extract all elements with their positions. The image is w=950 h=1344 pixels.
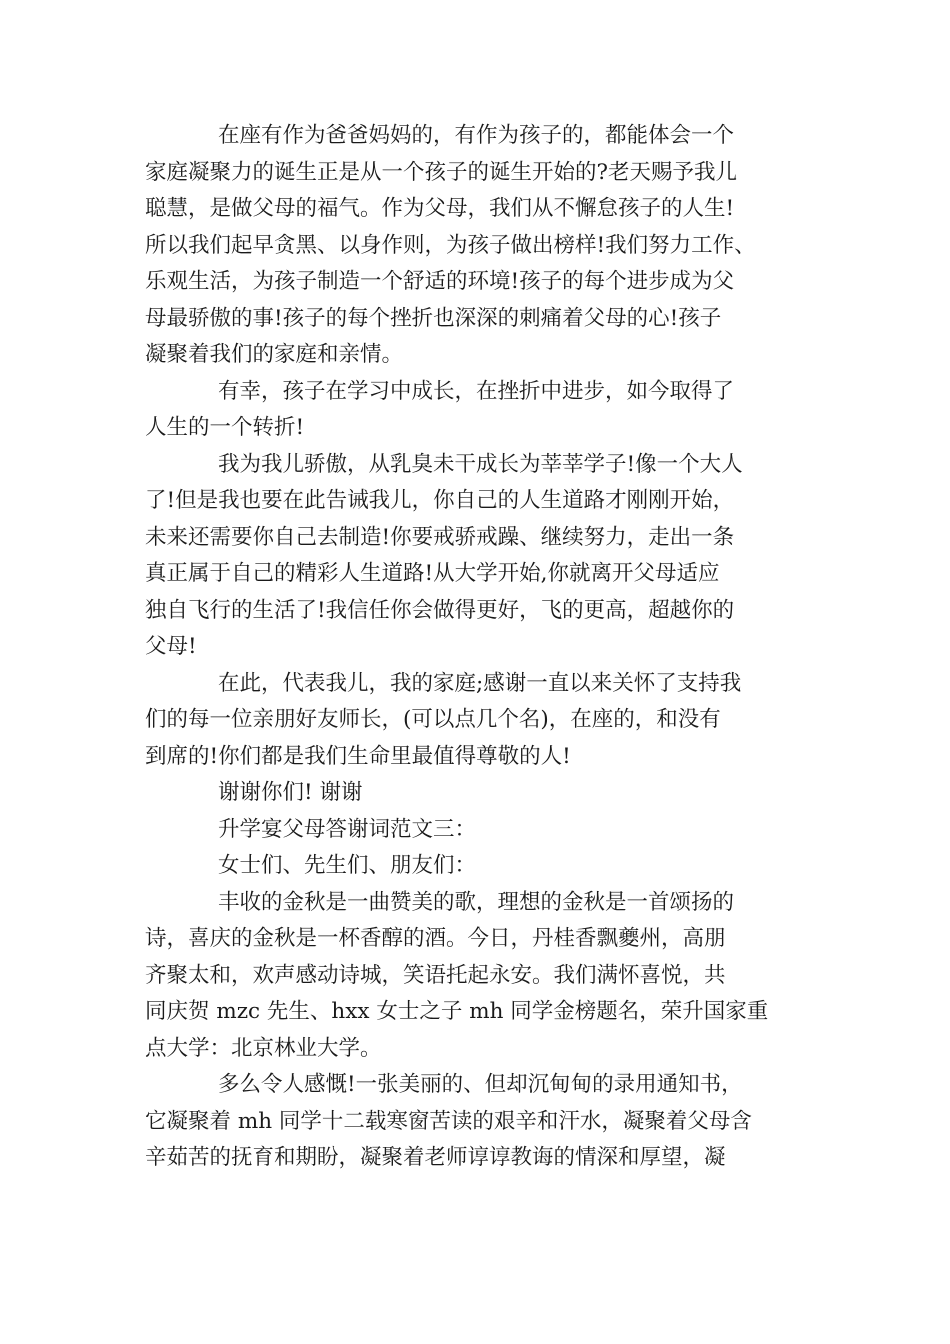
text-line: 父母! [145,634,197,659]
text-line: 人生的一个转折! [145,415,305,440]
text-line: 所以我们起早贪黑、以身作则，为孩子做出榜样!我们努力工作、 [145,232,756,258]
text-line: 辛茹苦的抚育和期盼，凝聚着老师谆谆教诲的情深和厚望，凝 [145,1145,726,1170]
text-line: 们的每一位亲朋好友师长，(可以点几个名)，在座的，和没有 [145,707,721,732]
text-line: 齐聚太和，欢声感动诗城，笑语托起永安。我们满怀喜悦，共 [145,962,726,988]
text-line: 乐观生活，为孩子制造一个舒适的环境!孩子的每个进步成为父 [145,269,735,294]
text-line: 点大学：北京林业大学。 [145,1035,382,1061]
text-line: 未来还需要你自己去制造!你要戒骄戒躁、继续努力，走出一条 [145,524,735,550]
document-body [145,118,810,1177]
text-line: 真正属于自己的精彩人生道路!从大学开始,你就离开父母适应 [145,561,720,586]
text-line: 母最骄傲的事!孩子的每个挫折也深深的刺痛着父母的心!孩子 [145,305,722,331]
text-line: 凝聚着我们的家庭和亲情。 [145,342,404,367]
text-line: 在此，代表我儿，我的家庭;感谢一直以来关怀了支持我 [218,670,742,696]
text-line: 有幸，孩子在学习中成长，在挫折中进步，如今取得了 [218,378,735,404]
text-line: 它凝聚着 mh 同学十二载寒窗苦读的艰辛和汗水，凝聚着父母含 [145,1108,752,1134]
text-line: 在座有作为爸爸妈妈的，有作为孩子的，都能体会一个 [218,123,735,148]
text-line: 丰收的金秋是一曲赞美的歌，理想的金秋是一首颂扬的 [218,889,735,915]
text-line: 家庭凝聚力的诞生正是从一个孩子的诞生开始的?老天赐予我儿 [145,159,738,185]
text-line: 多么令人感慨!一张美丽的、但却沉甸甸的录用通知书， [218,1072,743,1097]
text-line: 同庆贺 mzc 先生、hxx 女士之子 mh 同学金榜题名，荣升国家重 [145,999,769,1024]
text-line: 女士们、先生们、朋友们： [218,853,477,878]
text-line: 我为我儿骄傲，从乳臭未干成长为莘莘学子!像一个大人 [218,451,743,477]
text-line: 了!但是我也要在此告诫我儿，你自己的人生道路才刚刚开始， [145,488,735,513]
text-line: 谢谢你们! 谢谢 [218,780,363,805]
text-line: 升学宴父母答谢词范文三： [218,816,477,842]
text-line: 诗，喜庆的金秋是一杯香醇的酒。今日，丹桂香飘夔州，高朋 [145,926,726,951]
text-line: 到席的!你们都是我们生命里最值得尊敬的人! [145,743,571,769]
text-line: 聪慧，是做父母的福气。作为父母，我们从不懈怠孩子的人生! [145,196,735,221]
text-line: 独自飞行的生活了!我信任你会做得更好，飞的更高，超越你的 [145,597,735,623]
